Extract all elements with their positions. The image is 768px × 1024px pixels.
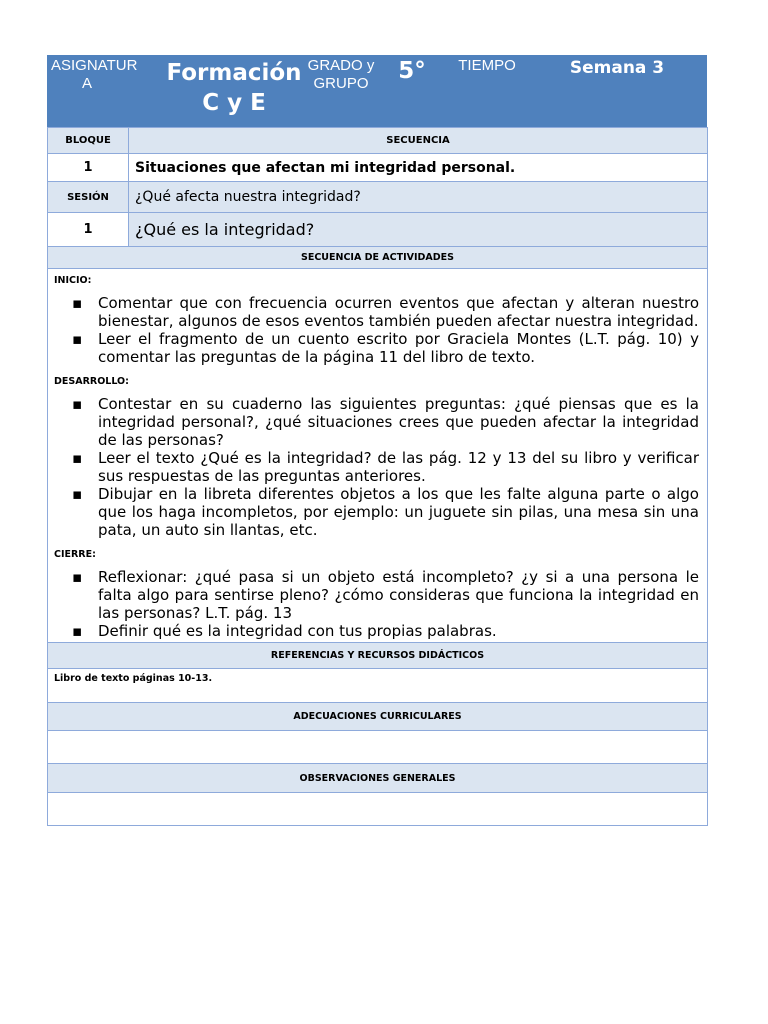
secuencia-title: Situaciones que afectan mi integridad personal.	[129, 154, 708, 182]
referencias-value: Libro de texto páginas 10-13.	[48, 669, 708, 703]
observaciones-value	[48, 793, 708, 826]
list-item: ▪ Leer el texto ¿Qué es la integridad? de las pág. 12 y 13 del su libro y verificar sus respuestas de las preguntas anteriores.	[72, 449, 699, 485]
asignatura-label: ASIGNATUR A	[51, 57, 138, 92]
sesion-label: SESIÓN	[48, 182, 129, 213]
inicio-label: INICIO:	[54, 275, 92, 286]
list-item: ▪ Definir qué es la integridad con tus propias palabras.	[72, 622, 497, 640]
referencias-label: REFERENCIAS Y RECURSOS DIDÁCTICOS	[48, 643, 708, 669]
observaciones-label: OBSERVACIONES GENERALES	[48, 764, 708, 793]
tiempo-label: TIEMPO	[458, 57, 516, 74]
list-item: ▪ Comentar que con frecuencia ocurren eventos que afectan y alteran nuestro bienestar, algunos de esos eventos también pueden afectar nuestra integridad.	[72, 294, 699, 330]
asignatura-value: Formación C y E	[166, 60, 302, 116]
inicio-list	[54, 294, 699, 366]
bloque-label: BLOQUE	[48, 128, 129, 154]
lesson-plan	[47, 55, 707, 826]
cierre-label: CIERRE:	[54, 549, 96, 560]
tiempo-value: Semana 3	[569, 58, 665, 78]
desarrollo-label: DESARROLLO:	[54, 376, 129, 387]
lesson-table	[47, 127, 708, 826]
sesion-question: ¿Qué afecta nuestra integridad?	[129, 182, 708, 213]
desarrollo-list	[54, 395, 699, 539]
secuencia-label: SECUENCIA	[129, 128, 708, 154]
list-item: ▪ Reflexionar: ¿qué pasa si un objeto está incompleto? ¿y si a una persona le falta algo para sentirse pleno? ¿cómo consideras que funciona la integridad en las personas? L.T. pág. 13	[72, 568, 699, 622]
adecuaciones-value	[48, 731, 708, 764]
sesion-value: 1	[48, 213, 129, 247]
header-band	[47, 55, 707, 127]
actividades-label: SECUENCIA DE ACTIVIDADES	[48, 247, 708, 269]
adecuaciones-label: ADECUACIONES CURRICULARES	[48, 703, 708, 731]
bloque-value: 1	[48, 154, 129, 182]
list-item: ▪ Leer el fragmento de un cuento escrito por Graciela Montes (L.T. pág. 10) y comentar las preguntas de la página 11 del libro de texto.	[72, 330, 699, 366]
grado-label: GRADO y GRUPO	[307, 57, 375, 92]
cierre-list	[54, 568, 699, 640]
list-item: ▪ Contestar en su cuaderno las siguientes preguntas: ¿qué piensas que es la integridad personal?, ¿qué situaciones crees que pueden afectar la integridad de las personas?	[72, 395, 699, 449]
sesion-topic: ¿Qué es la integridad?	[129, 213, 708, 247]
grado-value: 5°	[398, 58, 426, 84]
activities-content	[48, 269, 708, 643]
list-item: ▪ Dibujar en la libreta diferentes objetos a los que les falte alguna parte o algo que los haga incompletos, por ejemplo: un juguete sin pilas, una mesa sin una pata, un auto sin llantas, etc.	[72, 485, 699, 539]
